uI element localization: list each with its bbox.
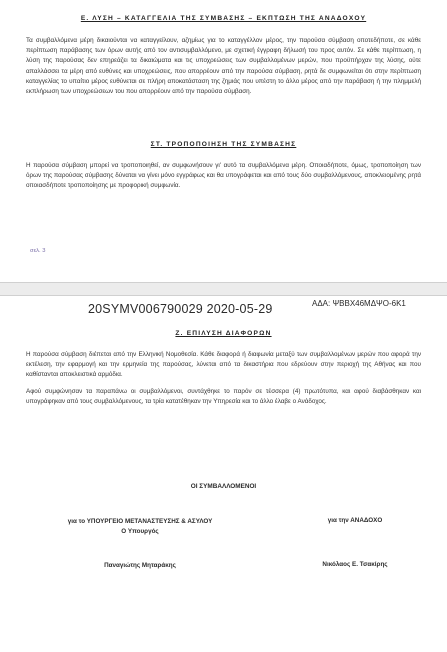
section-st-text: Η παρούσα σύμβαση μπορεί να τροποποιηθεί, αν συμφωνήσουν γι' αυτό τα συμβαλλόμενα μέρη. Οποιαδήποτε, όμως, τροποποίηση των όρων της παρούσας σύμβασης δύναται να γίνει μόνο εγγράφως και θα υπογράφεται και από τους δύο συμβαλλόμενους, αποκλειομένης ρητά οποιασδήποτε τροποποίησης με προφορική συμφωνία.	[26, 162, 421, 190]
section-z-text: Η παρούσα σύμβαση διέπεται από την Ελληνική Νομοθεσία. Κάθε διαφορά ή διαφωνία μεταξύ των συμβαλλομένων μερών που αφορά την εκτέλεση, την εφαρμογή και την ερμηνεία της παρούσας, λύνεται από τα δικαστήρια που εδρεύουν στην περιοχή της Αθήνας και που καθίστανται αποκλειστικά αρμόδια.	[26, 351, 421, 379]
section-st-title: ΣΤ. ΤΡΟΠΟΠΟΙΗΣΗ ΤΗΣ ΣΥΜΒΑΣΗΣ	[150, 141, 297, 148]
document-page-4	[0, 295, 447, 652]
section-e-title: Ε. ΛΥΣΗ – ΚΑΤΑΓΓΕΛΙΑ ΤΗΣ ΣΥΜΒΑΣΗΣ – ΕΚΠΤΩΣΗ ΤΗΣ ΑΝΑΔΟΧΟΥ	[80, 15, 367, 22]
section-z-title: Ζ. ΕΠΙΛΥΣΗ ΔΙΑΦΟΡΩΝ	[175, 330, 272, 337]
closing-text: Αφού συμφώνησαν τα παραπάνω οι συμβαλλόμενοι, συντάχθηκε το παρόν σε τέσσερα (4) πρωτότυπα, και αφού διαβάσθηκαν και υπογράφηκαν από τους συμβαλλόμενους, τα τρία κατατέθηκαν την Υπηρεσία και το άλλο έλαβε ο Ανάδοχος.	[26, 388, 421, 406]
ministry-signatory-name: Παναγιώτης Μηταράκης	[104, 562, 176, 569]
ada-code: ΑΔΑ: ΨΒΒΧ46ΜΔΨΟ-6Κ1	[312, 299, 406, 308]
document-page-3	[0, 0, 447, 283]
signatures-title: ΟΙ ΣΥΜΒΑΛΛΟΜΕΝΟΙ	[190, 483, 257, 490]
ministry-signatory-role: Ο Υπουργός	[121, 528, 159, 535]
page-number: σελ. 3	[30, 248, 46, 254]
document-id-stamp: 20SYMV006790029 2020-05-29	[88, 302, 273, 316]
section-e-text: Τα συμβαλλόμενα μέρη δικαιούνται να καταγγείλουν, αζημίως για το καταγγέλλον μέρος, την παρούσα σύμβαση οποτεδήποτε, σε κάθε περίπτωση παράβασης των όρων αυτής από τον αντισυμβαλλόμενο, με σχετική έγγραφη δήλωσή του προς αυτόν. Σε κάθε περίπτωση, η λύση της παρούσας δεν επηρεάζει τα δικαιώματα και τις υποχρεώσεις των συμβαλλομένων μερών, που προϋπήρχαν της λύσης, ούτε απαλλάσσει τα μέρη από ευθύνες και υποχρεώσεις, που απορρέουν από την παρούσα σύμβαση, ρητά δε συμφωνείται ότι στην περίπτωση καταγγελίας το υπαίτιο μέρος ευθύνεται σε πλήρη αποκατάσταση της ζημιάς που υπέστη το άλλο μέρος από την παράβαση ή την πλημμελή εκπλήρωση των υποχρεώσεων του που απορρέουν από την παρούσα σύμβαση.	[26, 37, 421, 96]
contractor-signatory-name: Νικόλαος Ε. Τσακίρης	[322, 561, 388, 568]
ministry-signatory-org: για το ΥΠΟΥΡΓΕΙΟ ΜΕΤΑΝΑΣΤΕΥΣΗΣ & ΑΣΥΛΟΥ	[67, 518, 213, 525]
contractor-signatory-org: για την ΑΝΑΔΟΧΟ	[327, 517, 383, 524]
